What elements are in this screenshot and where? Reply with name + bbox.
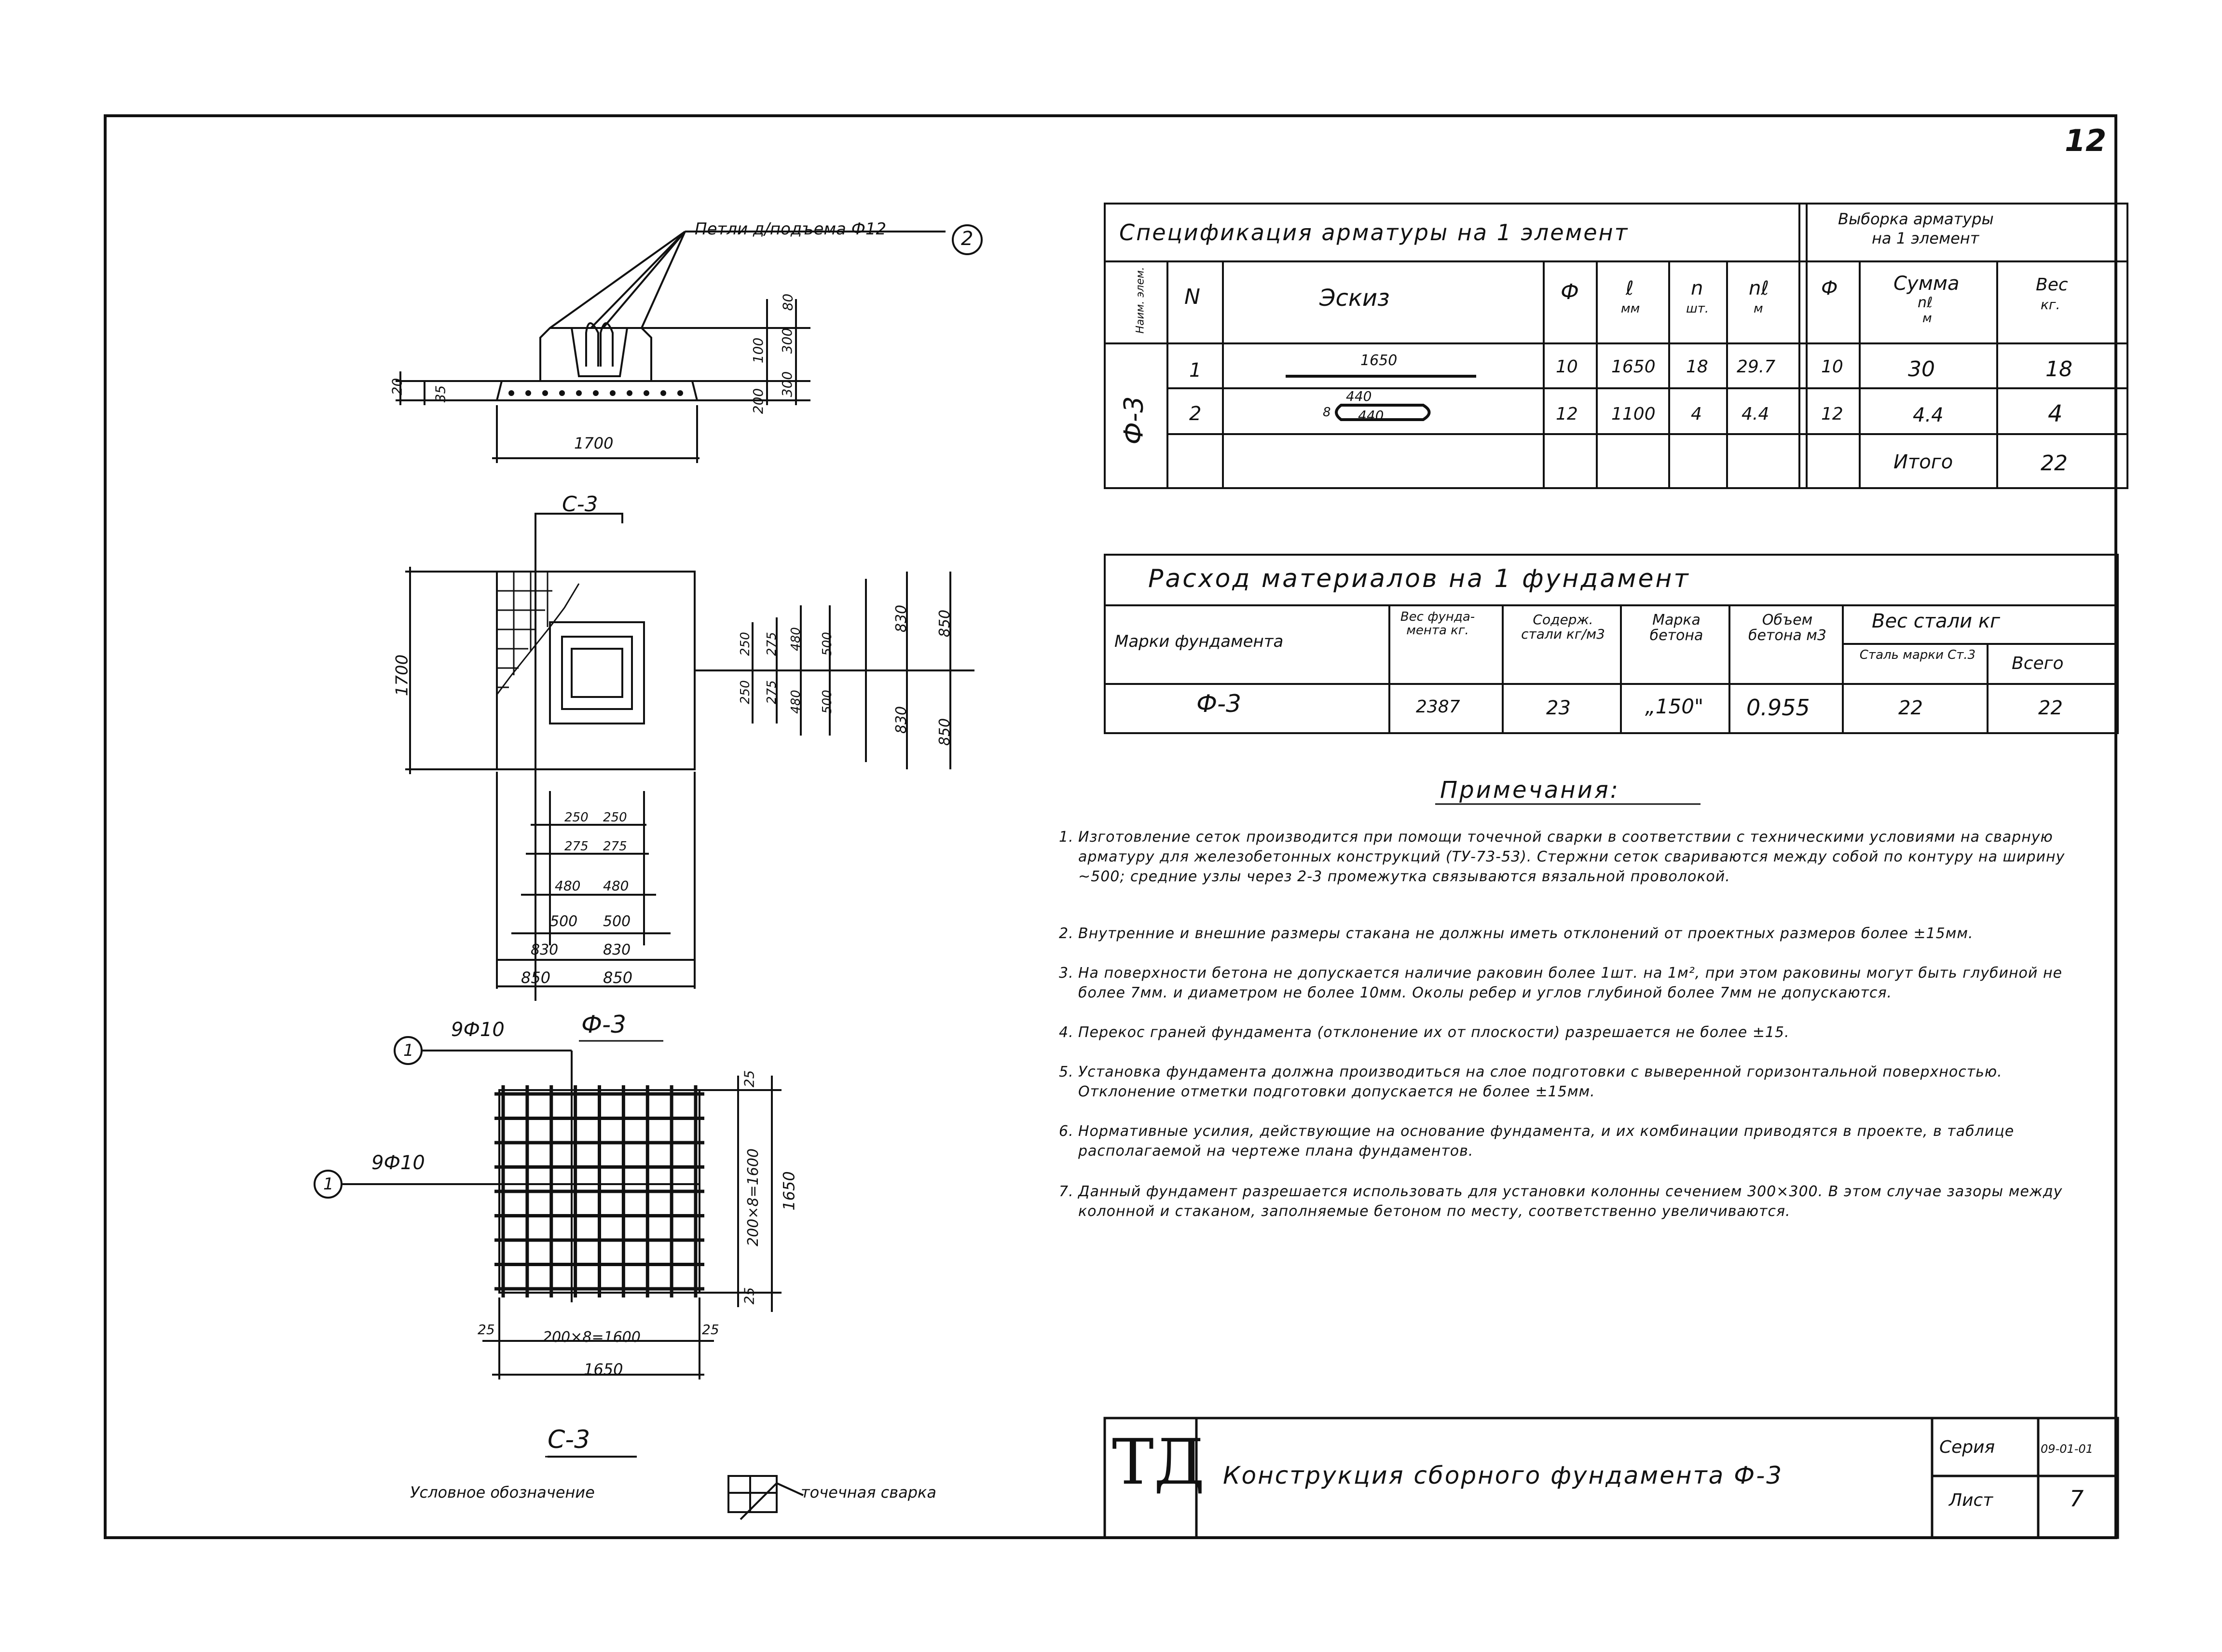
spec-head-total: nℓ — [1749, 277, 1769, 300]
spec-r1-count: 18 — [1686, 357, 1708, 377]
plan-dim-r11: 830 — [893, 706, 910, 734]
spec-total-weight: 22 — [2041, 451, 2068, 476]
spec-head-count-unit: шт. — [1686, 301, 1709, 316]
note-num: 5. — [1059, 1064, 1074, 1080]
spec-r2-n: 2 — [1189, 403, 1202, 425]
mat-row-concrete: „150" — [1645, 695, 1704, 718]
mat-head-steel-content: Содерж. стали кг/м3 — [1521, 612, 1605, 642]
mesh-marker-1: 1 — [403, 1041, 414, 1060]
materials-title: Расход материалов на 1 фундамент — [1148, 564, 1690, 593]
plan-dim-r8: 275 — [764, 680, 779, 704]
note-text: Установка фундамента должна производиться на слое подготовки с выверенной горизонтальной поверхностью. Отклонение отметки подготовки допускается не более ±15мм. — [1078, 1064, 2003, 1100]
plan-dim-r2: 275 — [764, 632, 779, 656]
spec-r2-count: 4 — [1691, 404, 1702, 424]
mesh-marker-2: 1 — [323, 1174, 334, 1194]
note-num: 3. — [1059, 965, 1074, 982]
plan-dim-b7: 500 — [550, 913, 578, 930]
mat-head-steel-weight: Вес стали кг — [1872, 610, 2001, 632]
plan-dim-r9: 480 — [788, 690, 803, 714]
spec-r2-sel-sum: 4.4 — [1913, 404, 1944, 426]
mesh-dim-bottom-1: 25 — [478, 1322, 495, 1338]
mesh-rod-2: 9Ф10 — [371, 1152, 425, 1174]
section-dim-100: 100 — [750, 337, 767, 364]
page-number: 12 — [2065, 123, 2107, 158]
spec-r2-sketch2: 440 — [1358, 408, 1384, 423]
note-2 — [1059, 924, 2086, 943]
spec-head-len-unit: мм — [1621, 301, 1640, 316]
plan-dim-b12: 850 — [603, 969, 633, 987]
spec-r2-sel-weight: 4 — [2048, 400, 2063, 427]
note-3 — [1059, 963, 2086, 1003]
spec-r1-sel-sum: 30 — [1908, 357, 1935, 382]
legend-item: точечная сварка — [801, 1483, 936, 1502]
plan-height: 1700 — [392, 654, 412, 696]
spec-r1-sketch: 1650 — [1360, 352, 1398, 369]
spec-head-sel-sum-sub: nℓ — [1918, 294, 1933, 311]
plan-dim-b10: 830 — [603, 942, 631, 958]
section-dim-300b: 300 — [779, 371, 796, 397]
sheet-frame — [105, 116, 2116, 1538]
section-dim-20: 20 — [389, 378, 405, 396]
mat-head-steel-mark: Сталь марки Ст.3 — [1859, 648, 1976, 662]
spec-head-len: ℓ — [1626, 277, 1634, 300]
plan-dim-b11: 850 — [521, 969, 551, 987]
mesh-label: С-3 — [548, 1425, 590, 1454]
mesh-dim-bottom-3: 25 — [702, 1322, 719, 1338]
mesh-dim-right-3: 1650 — [780, 1171, 798, 1211]
mat-row-mark: Ф-3 — [1196, 690, 1241, 718]
mesh-dim-bottom-2: 200×8=1600 — [543, 1329, 641, 1346]
plan-dim-b4: 275 — [603, 839, 627, 854]
selection-title-1: Выборка арматуры — [1838, 210, 1994, 228]
selection-title-2: на 1 элемент — [1872, 229, 1979, 247]
section-dim-200: 200 — [750, 388, 767, 414]
spec-r2-phi: 12 — [1556, 404, 1578, 424]
note-num: 6. — [1059, 1123, 1074, 1140]
section-dim-80: 80 — [780, 293, 796, 311]
mesh-rod-1: 9Ф10 — [451, 1019, 505, 1041]
spec-element-name: Ф-3 — [1118, 396, 1149, 445]
series-value: 09-01-01 — [2041, 1442, 2093, 1456]
foundation-section — [396, 225, 982, 523]
sheet-value: 7 — [2070, 1486, 2084, 1512]
note-text: Данный фундамент разрешается использовать для установки колонны сечением 300×300. В этом случае зазоры между колонной и стаканом, заполняемые бетоном по месту, соответственно увеличиваются. — [1078, 1183, 2063, 1220]
mesh-dim-right-2: 200×8=1600 — [744, 1148, 762, 1246]
plan-dim-b9: 830 — [531, 942, 559, 958]
plan-dim-b6: 480 — [603, 878, 629, 894]
plan-dim-r4: 500 — [820, 632, 835, 656]
spec-head-sel-sum: Сумма — [1893, 273, 1960, 295]
spec-head-total-unit: м — [1754, 301, 1763, 316]
mesh-dim-right-1: 25 — [741, 1070, 757, 1088]
spec-head-sel-weight: Вес — [2036, 275, 2068, 295]
mat-head-all: Всего — [2012, 654, 2064, 673]
spec-r2-sel-phi: 12 — [1821, 404, 1843, 424]
spec-head-count: n — [1691, 277, 1703, 300]
note-num: 2. — [1059, 925, 1074, 942]
spec-r1-len: 1650 — [1611, 357, 1656, 377]
plan-dim-r7: 250 — [738, 680, 753, 704]
spec-r1-sel-phi: 10 — [1821, 357, 1843, 377]
mat-head-mark: Марки фундамента — [1114, 632, 1284, 651]
mat-row-steel-content: 23 — [1546, 697, 1571, 719]
spec-table-title: Спецификация арматуры на 1 элемент — [1119, 219, 1629, 246]
plan-dim-r1: 250 — [738, 632, 753, 656]
note-num: 4. — [1059, 1024, 1074, 1041]
spec-head-n: N — [1184, 285, 1200, 309]
note-text: Внутренние и внешние размеры стакана не должны иметь отклонений от проектных размеров более ±15мм. — [1078, 925, 1974, 942]
plan-dim-r10: 500 — [820, 690, 835, 714]
plan-dim-b8: 500 — [603, 913, 631, 930]
spec-r2-total: 4.4 — [1742, 404, 1769, 424]
loops-label: Петли д/подъема Ф12 — [695, 219, 887, 239]
spec-total-label: Итого — [1893, 451, 1953, 473]
plan-dim-b2: 250 — [603, 810, 627, 825]
note-text: Перекос граней фундамента (отклонение их от плоскости) разрешается не более ±15. — [1078, 1024, 1790, 1041]
mat-row-all: 22 — [2038, 697, 2063, 719]
legend-label: Условное обозначение — [410, 1483, 595, 1502]
notes-title: Примечания: — [1440, 777, 1620, 804]
section-label: С-3 — [562, 492, 598, 517]
mat-head-concrete-mark: Марка бетона — [1649, 612, 1703, 644]
spec-r1-total: 29.7 — [1737, 357, 1776, 377]
spec-head-sketch: Эскиз — [1319, 285, 1390, 312]
mat-row-weight: 2387 — [1416, 697, 1460, 717]
spec-head-phi: Ф — [1561, 280, 1579, 304]
note-1 — [1059, 827, 2086, 887]
spec-r1-phi: 10 — [1556, 357, 1578, 377]
section-width: 1700 — [574, 434, 614, 452]
note-4 — [1059, 1023, 2086, 1042]
spec-head-sel-sum-unit: м — [1922, 311, 1932, 326]
spec-r2-len: 1100 — [1611, 404, 1656, 424]
note-7 — [1059, 1182, 2086, 1221]
note-num: 7. — [1059, 1183, 1074, 1200]
spec-head-sel-phi: Ф — [1821, 277, 1838, 300]
plan-label: Ф-3 — [581, 1010, 626, 1038]
spec-r2-sketch3: 8 — [1323, 405, 1331, 420]
note-5 — [1059, 1062, 2086, 1102]
spec-r1-sel-weight: 18 — [2045, 357, 2072, 382]
mat-row-steel-mark: 22 — [1898, 697, 1923, 719]
mat-head-weight: Вес фунда- мента кг. — [1400, 610, 1475, 638]
mesh-dim-bottom-4: 1650 — [584, 1360, 623, 1379]
mesh-dim-right-4: 25 — [741, 1287, 757, 1305]
section-dim-35: 35 — [432, 385, 449, 403]
foundation-plan — [405, 523, 974, 1001]
title-logo: ТД — [1112, 1425, 1205, 1499]
note-num: 1. — [1059, 829, 1074, 846]
mat-row-volume: 0.955 — [1746, 695, 1810, 721]
spec-head-name: Наим. элем. — [1134, 267, 1147, 334]
sheet-label: Лист — [1949, 1490, 1993, 1510]
spec-r1-n: 1 — [1189, 359, 1202, 382]
note-text: На поверхности бетона не допускается наличие раковин более 1шт. на 1м², при этом раковины могут быть глубиной не более 7мм. и диаметром не более 10мм. Околы ребер и углов глубиной более 7мм не допускаются. — [1078, 965, 2063, 1001]
mat-head-volume: Объем бетона м3 — [1748, 612, 1827, 644]
title-text: Конструкция сборного фундамента Ф-3 — [1223, 1461, 1783, 1489]
loops-marker: 2 — [961, 228, 974, 250]
note-text: Нормативные усилия, действующие на основание фундамента, и их комбинации приводятся в проекте, в таблице располагаемой на чертеже плана фундаментов. — [1078, 1123, 2015, 1160]
plan-dim-r5: 830 — [893, 604, 910, 633]
plan-dim-b1: 250 — [564, 810, 589, 825]
series-label: Серия — [1939, 1437, 1995, 1457]
plan-dim-r6: 850 — [936, 609, 954, 638]
plan-dim-r12: 850 — [936, 718, 954, 746]
plan-dim-b3: 275 — [564, 839, 589, 854]
plan-dim-r3: 480 — [788, 627, 803, 651]
spec-head-sel-weight-unit: кг. — [2041, 297, 2060, 313]
spec-r2-sketch: 440 — [1346, 388, 1372, 404]
note-6 — [1059, 1121, 2086, 1161]
note-text: Изготовление сеток производится при помощи точечной сварки в соответствии с техническими условиями на сварную арматуру для железобетонных конструкций (ТУ-73-53). Стержни сеток свариваются между собой по контуру на ширину ~500; средние узлы через 2-3 промежутка связываются вязальной проволокой. — [1078, 829, 2065, 885]
section-dim-300a: 300 — [779, 328, 796, 354]
plan-dim-b5: 480 — [555, 878, 581, 894]
